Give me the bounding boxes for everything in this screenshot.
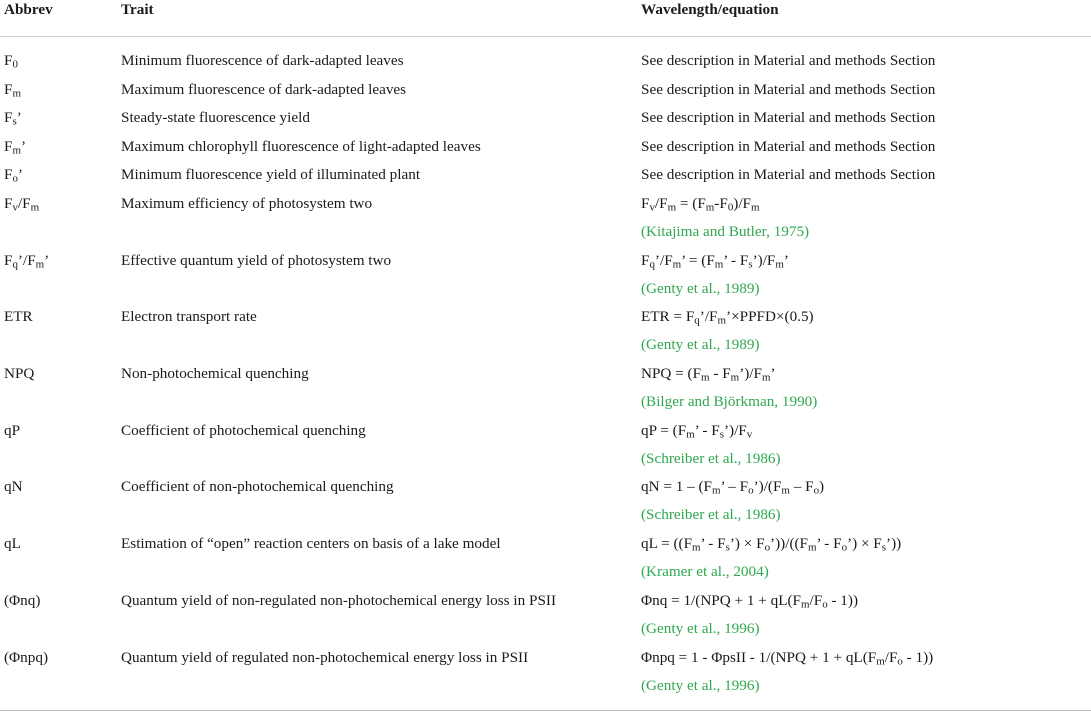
abbrev-main: (Φnq) — [4, 592, 41, 609]
trait-cell: Steady-state fluorescence yield — [121, 109, 310, 126]
abbrev-cell — [4, 81, 21, 99]
abbrev-subscript: m — [12, 87, 21, 100]
text-part: ’ - F — [723, 252, 749, 269]
text-part: -F — [714, 195, 728, 212]
abbrev-suffix: ’ — [17, 166, 23, 183]
text-part: NPQ = (F — [641, 365, 702, 382]
subscript: m — [712, 484, 721, 497]
subscript: m — [701, 371, 710, 384]
abbrev-cell — [4, 422, 20, 440]
abbrev-main: F — [4, 138, 13, 155]
text-part: ’/F — [699, 308, 718, 325]
abbrev-cell — [4, 138, 26, 156]
equation-cell: See description in Material and methods Section — [641, 109, 936, 126]
text-part: - 1)) — [902, 649, 934, 666]
text-part: ETR = F — [641, 308, 695, 325]
text-part: F — [641, 252, 650, 269]
subscript: m — [775, 258, 784, 271]
abbrev-main: F — [4, 109, 13, 126]
subscript: m — [692, 541, 701, 554]
trait-cell: Quantum yield of regulated non-photochemical energy loss in PSII — [121, 649, 529, 666]
citation-link[interactable]: (Genty et al., 1989) — [641, 280, 760, 297]
text-part: F — [641, 195, 650, 212]
abbrev-main: qP — [4, 422, 21, 439]
abbrev-cell — [4, 109, 22, 127]
trait-cell: Maximum chlorophyll fluorescence of light-adapted leaves — [121, 138, 481, 155]
citation-link[interactable]: (Schreiber et al., 1986) — [641, 450, 781, 467]
text-part: ’)/(F — [753, 478, 782, 495]
subscript: m — [717, 314, 727, 327]
subscript: m — [672, 258, 682, 271]
text-part: /F — [809, 592, 823, 609]
text-part: ’) × F — [847, 535, 882, 552]
text-part: - F — [709, 365, 731, 382]
abbrev-main: F — [4, 81, 13, 98]
text-part: ’ — [44, 252, 50, 269]
subscript: m — [761, 371, 771, 384]
subscript: m — [667, 201, 677, 214]
header-wavelength: Wavelength/equation — [641, 1, 779, 18]
abbrev-suffix: ’ — [20, 138, 27, 155]
trait-cell: Estimation of “open” reaction centers on basis of a lake model — [121, 535, 501, 552]
text-part: ’))/((F — [770, 535, 809, 552]
text-part: F — [4, 195, 13, 212]
equation-cell — [641, 535, 901, 553]
subscript: o — [841, 541, 848, 554]
equation-cell: See description in Material and methods Section — [641, 166, 936, 183]
abbrev-suffix: ’ — [16, 109, 22, 126]
subscript: o — [813, 484, 820, 497]
text-part: ’ – F — [720, 478, 749, 495]
text-part: qL = ((F — [641, 535, 693, 552]
text-part: ’ — [770, 365, 776, 382]
citation-link[interactable]: (Kitajima and Butler, 1975) — [641, 223, 810, 240]
abbrev-cell — [4, 365, 34, 383]
text-part: – F — [789, 478, 814, 495]
abbrev-cell — [4, 535, 21, 553]
trait-cell: Maximum efficiency of photosystem two — [121, 195, 373, 212]
text-part: Φnpq = 1 - ΦpsII - 1/(NPQ + 1 + qL(F — [641, 649, 877, 666]
trait-cell: Effective quantum yield of photosystem two — [121, 252, 392, 269]
equation-cell — [641, 649, 933, 667]
table-bottom-rule — [0, 710, 1091, 711]
equation-cell — [641, 422, 752, 440]
abbrev-main: ETR — [4, 308, 33, 325]
text-part: = (F — [676, 195, 706, 212]
text-part: ’ - F — [816, 535, 842, 552]
subscript: s — [725, 541, 730, 554]
citation-link[interactable]: (Schreiber et al., 1986) — [641, 506, 781, 523]
subscript: s — [748, 258, 753, 271]
trait-cell: Maximum fluorescence of dark-adapted leaves — [121, 81, 407, 98]
citation-link[interactable]: (Genty et al., 1996) — [641, 620, 760, 637]
header-abbrev: Abbrev — [4, 1, 53, 18]
text-part: qP = (F — [641, 422, 687, 439]
abbrev-main: NPQ — [4, 365, 35, 382]
text-part: ’)) — [886, 535, 902, 552]
equation-cell — [641, 308, 814, 326]
equation-cell — [641, 478, 824, 496]
trait-cell: Coefficient of photochemical quenching — [121, 422, 366, 439]
subscript: m — [781, 484, 790, 497]
abbrev-main: (Φnpq) — [4, 649, 48, 666]
text-part: ’ — [783, 252, 789, 269]
text-part: /F — [654, 195, 668, 212]
text-part: ) — [819, 478, 825, 495]
text-part: Φnq = 1/(NPQ + 1 + qL(F — [641, 592, 801, 609]
subscript: m — [705, 201, 715, 214]
abbrev-main: qN — [4, 478, 23, 495]
abbrev-main: F — [4, 166, 13, 183]
subscript: o — [748, 484, 754, 497]
abbrev-main: F — [4, 52, 13, 69]
subscript: s — [719, 428, 724, 441]
equation-cell — [641, 592, 858, 610]
text-part: qN = 1 – (F — [641, 478, 713, 495]
text-part: ’)/F — [752, 252, 776, 269]
trait-cell: Coefficient of non-photochemical quenching — [121, 478, 394, 495]
abbrev-subscript: s — [12, 115, 17, 128]
text-part: F — [4, 252, 13, 269]
text-part: /F — [17, 195, 31, 212]
subscript: m — [751, 201, 760, 214]
text-part: ’×PPFD×(0.5) — [726, 308, 814, 325]
text-part: ’/F — [17, 252, 36, 269]
equation-cell: See description in Material and methods Section — [641, 81, 936, 98]
subscript: o — [822, 598, 828, 611]
subscript: v — [649, 201, 655, 214]
subscript: m — [876, 655, 885, 668]
abbrev-cell — [4, 166, 23, 184]
abbrev-subscript: 0 — [12, 58, 18, 71]
abbrev-main: qL — [4, 535, 21, 552]
equation-cell: See description in Material and methods Section — [641, 138, 936, 155]
equation-cell — [641, 195, 760, 213]
text-part: ’ - F — [694, 422, 720, 439]
abbrev-cell — [4, 52, 18, 70]
trait-cell: Quantum yield of non-regulated non-photochemical energy loss in PSII — [121, 592, 557, 609]
text-part: ’/F — [654, 252, 673, 269]
subscript: s — [881, 541, 887, 554]
subscript: v — [12, 201, 18, 214]
equation-cell: See description in Material and methods Section — [641, 52, 936, 69]
trait-cell: Electron transport rate — [121, 308, 257, 325]
text-part: /F — [884, 649, 898, 666]
table-header — [0, 0, 1091, 37]
subscript: 0 — [727, 201, 734, 214]
abbrev-subscript: o — [12, 172, 18, 185]
subscript: m — [686, 428, 695, 441]
subscript: q — [649, 258, 655, 271]
citation-link[interactable]: (Bilger and Björkman, 1990) — [641, 393, 818, 410]
header-trait: Trait — [121, 1, 154, 18]
abbrev-cell — [4, 592, 40, 610]
text-part: ’)/F — [723, 422, 747, 439]
abbrev-cell — [4, 195, 39, 213]
subscript: m — [730, 371, 740, 384]
subscript: v — [746, 428, 753, 441]
subscript: m — [35, 258, 45, 271]
citation-link[interactable]: (Genty et al., 1989) — [641, 336, 760, 353]
subscript: q — [12, 258, 18, 271]
trait-cell: Minimum fluorescence yield of illuminated plant — [121, 166, 421, 183]
text-part: - 1)) — [827, 592, 859, 609]
abbrev-subscript: m — [12, 144, 21, 157]
subscript: m — [808, 541, 817, 554]
subscript: o — [764, 541, 771, 554]
abbrev-cell — [4, 252, 49, 270]
equation-cell — [641, 365, 776, 383]
subscript: o — [897, 655, 903, 668]
text-part: ’ - F — [700, 535, 726, 552]
equation-cell — [641, 252, 789, 270]
text-part: ’ = (F — [681, 252, 715, 269]
text-part: ’)/F — [739, 365, 762, 382]
subscript: m — [30, 201, 40, 214]
abbrev-cell — [4, 649, 48, 667]
citation-link[interactable]: (Kramer et al., 2004) — [641, 563, 769, 580]
citation-link[interactable]: (Genty et al., 1996) — [641, 677, 760, 694]
subscript: m — [801, 598, 810, 611]
trait-cell: Non-photochemical quenching — [121, 365, 309, 382]
subscript: q — [694, 314, 700, 327]
abbrev-cell — [4, 478, 23, 496]
trait-cell: Minimum fluorescence of dark-adapted leaves — [121, 52, 404, 69]
text-part: )/F — [733, 195, 752, 212]
text-part: ’) × F — [729, 535, 765, 552]
abbrev-cell — [4, 308, 33, 326]
subscript: m — [714, 258, 724, 271]
